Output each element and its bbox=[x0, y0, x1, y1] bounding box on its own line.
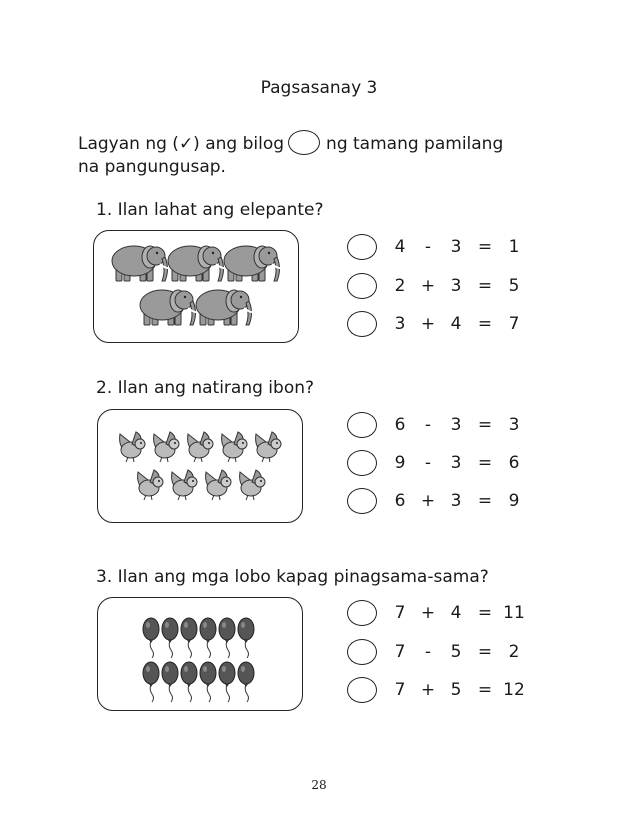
equation-a: 7 bbox=[394, 642, 406, 662]
question-1-picture-box bbox=[93, 230, 299, 343]
balloon-icon bbox=[219, 662, 235, 702]
bird-icon bbox=[256, 432, 281, 462]
answer-circle-2-2[interactable] bbox=[347, 450, 377, 476]
equation-r: 11 bbox=[503, 603, 525, 623]
equation-r: 12 bbox=[503, 680, 525, 700]
bird-icon bbox=[138, 470, 163, 500]
answer-circle-1-1[interactable] bbox=[347, 234, 377, 260]
question-2-picture-box bbox=[97, 409, 303, 523]
question-3-text: 3. Ilan ang mga lobo kapag pinagsama-sama? bbox=[96, 567, 489, 587]
equation-r: 5 bbox=[508, 276, 520, 296]
elephant-group bbox=[94, 231, 300, 344]
instruction-text-3: na pangungusap. bbox=[78, 157, 226, 177]
equation-eq: = bbox=[477, 603, 493, 623]
equation-r: 7 bbox=[508, 314, 520, 334]
answer-circle-3-3[interactable] bbox=[347, 677, 377, 703]
balloon-icon bbox=[200, 662, 216, 702]
question-2-text: 2. Ilan ang natirang ibon? bbox=[96, 378, 315, 398]
answer-circle-2-1[interactable] bbox=[347, 412, 377, 438]
equation-eq: = bbox=[477, 453, 493, 473]
balloon-icon bbox=[162, 618, 178, 658]
equation-a: 7 bbox=[394, 603, 406, 623]
equation-op: + bbox=[420, 276, 436, 296]
bird-icon bbox=[240, 470, 265, 500]
equation-op: + bbox=[420, 680, 436, 700]
equation-b: 3 bbox=[450, 237, 462, 257]
instruction-text-2: ng tamang pamilang bbox=[326, 134, 504, 154]
bird-group bbox=[98, 410, 304, 524]
balloon-icon bbox=[200, 618, 216, 658]
balloon-icon bbox=[238, 662, 254, 702]
equation-b: 3 bbox=[450, 276, 462, 296]
equation-op: - bbox=[424, 415, 432, 435]
equation-op: - bbox=[424, 453, 432, 473]
equation-op: + bbox=[420, 603, 436, 623]
equation-b: 3 bbox=[450, 453, 462, 473]
equation-b: 5 bbox=[450, 680, 462, 700]
equation-r: 3 bbox=[508, 415, 520, 435]
equation-eq: = bbox=[477, 415, 493, 435]
equation-a: 6 bbox=[394, 415, 406, 435]
equation-a: 3 bbox=[394, 314, 406, 334]
bird-icon bbox=[120, 432, 145, 462]
equation-b: 5 bbox=[450, 642, 462, 662]
bird-icon bbox=[222, 432, 247, 462]
answer-circle-1-3[interactable] bbox=[347, 311, 377, 337]
equation-eq: = bbox=[477, 642, 493, 662]
elephant-icon bbox=[112, 246, 170, 281]
equation-op: - bbox=[424, 237, 432, 257]
equation-op: + bbox=[420, 314, 436, 334]
balloon-icon bbox=[181, 618, 197, 658]
sample-circle-icon bbox=[288, 130, 320, 155]
elephant-icon bbox=[196, 290, 254, 325]
elephant-icon bbox=[168, 246, 226, 281]
equation-a: 9 bbox=[394, 453, 406, 473]
equation-a: 7 bbox=[394, 680, 406, 700]
elephant-icon bbox=[140, 290, 198, 325]
answer-circle-1-2[interactable] bbox=[347, 273, 377, 299]
equation-r: 6 bbox=[508, 453, 520, 473]
balloon-icon bbox=[143, 618, 159, 658]
bird-icon bbox=[188, 432, 213, 462]
bird-icon bbox=[154, 432, 179, 462]
balloon-icon bbox=[181, 662, 197, 702]
equation-eq: = bbox=[477, 237, 493, 257]
equation-eq: = bbox=[477, 491, 493, 511]
equation-op: + bbox=[420, 491, 436, 511]
instruction-text-1: Lagyan ng (✓) ang bilog bbox=[78, 134, 285, 154]
page-number: 28 bbox=[311, 778, 327, 792]
equation-a: 4 bbox=[394, 237, 406, 257]
instructions bbox=[78, 130, 503, 179]
page-title: Pagsasanay 3 bbox=[260, 78, 378, 98]
equation-r: 2 bbox=[508, 642, 520, 662]
question-1-text: 1. Ilan lahat ang elepante? bbox=[96, 200, 324, 220]
equation-r: 1 bbox=[508, 237, 520, 257]
equation-eq: = bbox=[477, 276, 493, 296]
equation-r: 9 bbox=[508, 491, 520, 511]
balloon-group bbox=[98, 598, 304, 712]
equation-b: 3 bbox=[450, 491, 462, 511]
answer-circle-2-3[interactable] bbox=[347, 488, 377, 514]
balloon-icon bbox=[162, 662, 178, 702]
bird-icon bbox=[206, 470, 231, 500]
balloon-icon bbox=[238, 618, 254, 658]
balloon-icon bbox=[219, 618, 235, 658]
equation-a: 2 bbox=[394, 276, 406, 296]
elephant-icon bbox=[224, 246, 282, 281]
equation-b: 4 bbox=[450, 314, 462, 334]
equation-a: 6 bbox=[394, 491, 406, 511]
answer-circle-3-2[interactable] bbox=[347, 639, 377, 665]
bird-icon bbox=[172, 470, 197, 500]
balloon-icon bbox=[143, 662, 159, 702]
answer-circle-3-1[interactable] bbox=[347, 600, 377, 626]
equation-eq: = bbox=[477, 680, 493, 700]
equation-op: - bbox=[424, 642, 432, 662]
question-3-picture-box bbox=[97, 597, 303, 711]
equation-eq: = bbox=[477, 314, 493, 334]
equation-b: 4 bbox=[450, 603, 462, 623]
equation-b: 3 bbox=[450, 415, 462, 435]
